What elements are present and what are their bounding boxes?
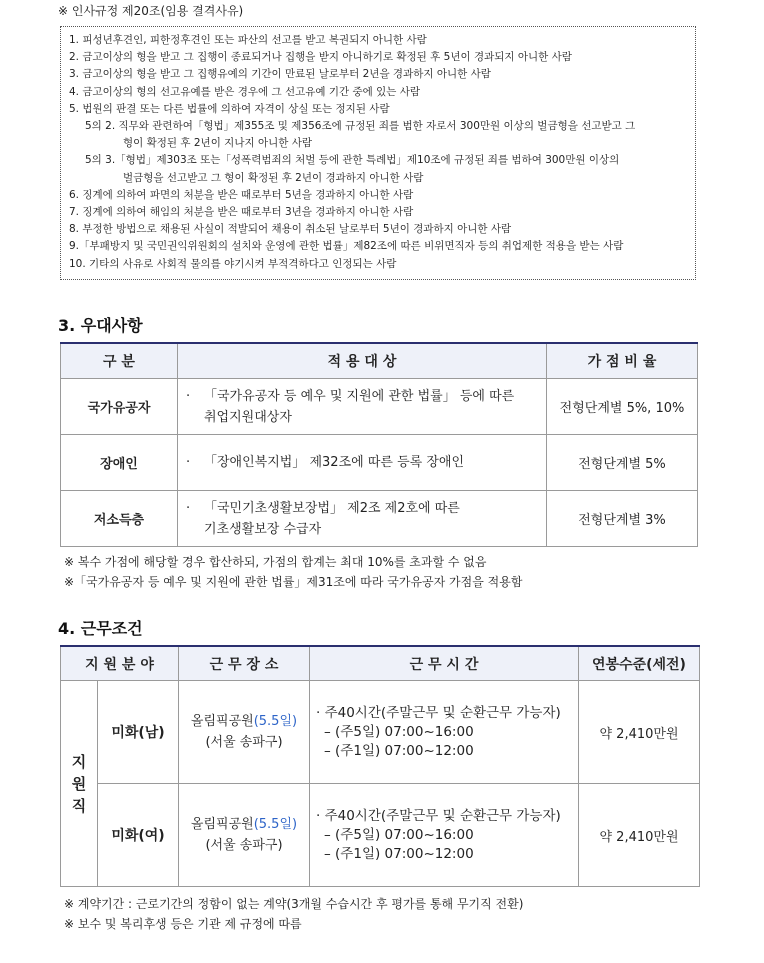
- table-row: [61, 379, 698, 435]
- regulation-item: 8. 부정한 방법으로 채용된 사실이 적발되어 채용이 취소된 날로부터 5년이 경과하지 아니한 사람: [69, 223, 512, 236]
- location-cell: 올림픽공원(5.5일) (서울 송파구): [179, 681, 310, 784]
- disqualification-box: [60, 26, 696, 280]
- location-cell: 올림픽공원(5.5일) (서울 송파구): [179, 784, 310, 887]
- regulation-item: 1. 피성년후견인, 피한정후견인 또는 파산의 선고를 받고 복권되지 아니한 사람: [69, 34, 427, 46]
- rate-cell: 전형단계별 5%: [547, 435, 698, 491]
- regulation-note-title: ※ 인사규정 제20조(임용 결격사유): [58, 4, 244, 18]
- preference-table: [60, 342, 698, 547]
- note-line: ※ 계약기간 : 근로기간의 정함이 없는 계약(3개월 수습시간 후 평가를 통해 무기직 전환): [64, 897, 524, 911]
- regulation-item: 10. 기타의 사유로 사회적 물의를 야기시켜 부적격하다고 인정되는 사람: [69, 257, 397, 270]
- table-row: [61, 681, 700, 784]
- position-cell: 미화(여): [98, 784, 179, 887]
- category-cell: 저소득층: [61, 491, 178, 547]
- regulation-subitem: 5의 3.「형법」제303조 또는「성폭력범죄의 처벌 등에 관한 특례법」제10조에 규정된 죄를 범하여 300만원 이상의: [85, 154, 620, 167]
- col-header-location: 근 무 장 소: [179, 646, 310, 681]
- col-header-pay: 연봉수준(세전): [579, 646, 700, 681]
- regulation-subitem-cont: 벌금형을 선고받고 그 형이 확정된 후 2년이 경과하지 아니한 사람: [123, 171, 424, 184]
- group-cell: 지원직: [61, 681, 98, 887]
- category-cell: 장애인: [61, 435, 178, 491]
- target-cell: · 「국민기초생활보장법」 제2조 제2호에 따른 기초생활보장 수급자: [178, 491, 547, 547]
- regulation-item: 3. 금고이상의 형을 받고 그 집행유예의 기간이 만료된 날로부터 2년을 경과하지 아니한 사람: [69, 68, 491, 81]
- regulation-subitem: 5의 2. 직무와 관련하여「형법」제355조 및 제356조에 규정된 죄를 범한 자로서 300만원 이상의 벌금형을 선고받고 그: [85, 120, 636, 133]
- rate-cell: 전형단계별 3%: [547, 491, 698, 547]
- regulation-item: 9.「부패방지 및 국민권익위원회의 설치와 운영에 관한 법률」제82조에 따른 비위면직자 등의 취업제한 적용을 받는 사람: [69, 240, 624, 253]
- regulation-item: 7. 징계에 의하여 해임의 처분을 받은 때로부터 3년을 경과하지 아니한 사람: [69, 206, 414, 219]
- note-line: ※「국가유공자 등 예우 및 지원에 관한 법률」제31조에 따라 국가유공자 가점을 적용함: [64, 575, 523, 589]
- table-row: [61, 491, 698, 547]
- table-header-row: [61, 646, 700, 681]
- target-cell: · 「국가유공자 등 예우 및 지원에 관한 법률」 등에 따른 취업지원대상자: [178, 379, 547, 435]
- work-conditions-notes: [64, 894, 523, 934]
- regulation-subitem-cont: 형이 확정된 후 2년이 지나지 아니한 사람: [123, 137, 312, 150]
- target-cell: · 「장애인복지법」 제32조에 따른 등록 장애인: [178, 435, 547, 491]
- note-line: ※ 보수 및 복리후생 등은 기관 제 규정에 따름: [64, 917, 302, 931]
- work-conditions-table: [60, 645, 700, 887]
- section-3-title: 3. 우대사항: [58, 316, 143, 335]
- note-line: ※ 복수 가점에 해당할 경우 합산하되, 가점의 합계는 최대 10%를 초과할 수 없음: [64, 555, 487, 569]
- table-row: [61, 435, 698, 491]
- hours-cell: · 주40시간(주말근무 및 순환근무 가능자) – (주5일) 07:00~16:00 – (주1일) 07:00~12:00: [310, 681, 579, 784]
- col-header-hours: 근 무 시 간: [310, 646, 579, 681]
- regulation-item: 5. 법원의 판결 또는 다른 법률에 의하여 자격이 상실 또는 정지된 사람: [69, 102, 390, 115]
- regulation-item: 2. 금고이상의 형을 받고 그 집행이 종료되거나 집행을 받지 아니하기로 확정된 후 5년이 경과되지 아니한 사람: [69, 51, 572, 64]
- table-row: [61, 784, 700, 887]
- col-header-field: 지 원 분 야: [61, 646, 179, 681]
- pay-cell: 약 2,410만원: [579, 784, 700, 887]
- pay-cell: 약 2,410만원: [579, 681, 700, 784]
- position-cell: 미화(남): [98, 681, 179, 784]
- preference-notes: [64, 552, 522, 592]
- regulation-item: 6. 징계에 의하여 파면의 처분을 받은 때로부터 5년을 경과하지 아니한 사람: [69, 188, 414, 201]
- table-header-row: [61, 343, 698, 379]
- regulation-item: 4. 금고이상의 형의 선고유예를 받은 경우에 그 선고유예 기간 중에 있는 사람: [69, 85, 421, 98]
- col-header-category: 구 분: [61, 343, 178, 379]
- section-4-title: 4. 근무조건: [58, 619, 143, 638]
- rate-cell: 전형단계별 5%, 10%: [547, 379, 698, 435]
- hours-cell: · 주40시간(주말근무 및 순환근무 가능자) – (주5일) 07:00~16:00 – (주1일) 07:00~12:00: [310, 784, 579, 887]
- col-header-target: 적 용 대 상: [178, 343, 547, 379]
- col-header-rate: 가 점 비 율: [547, 343, 698, 379]
- category-cell: 국가유공자: [61, 379, 178, 435]
